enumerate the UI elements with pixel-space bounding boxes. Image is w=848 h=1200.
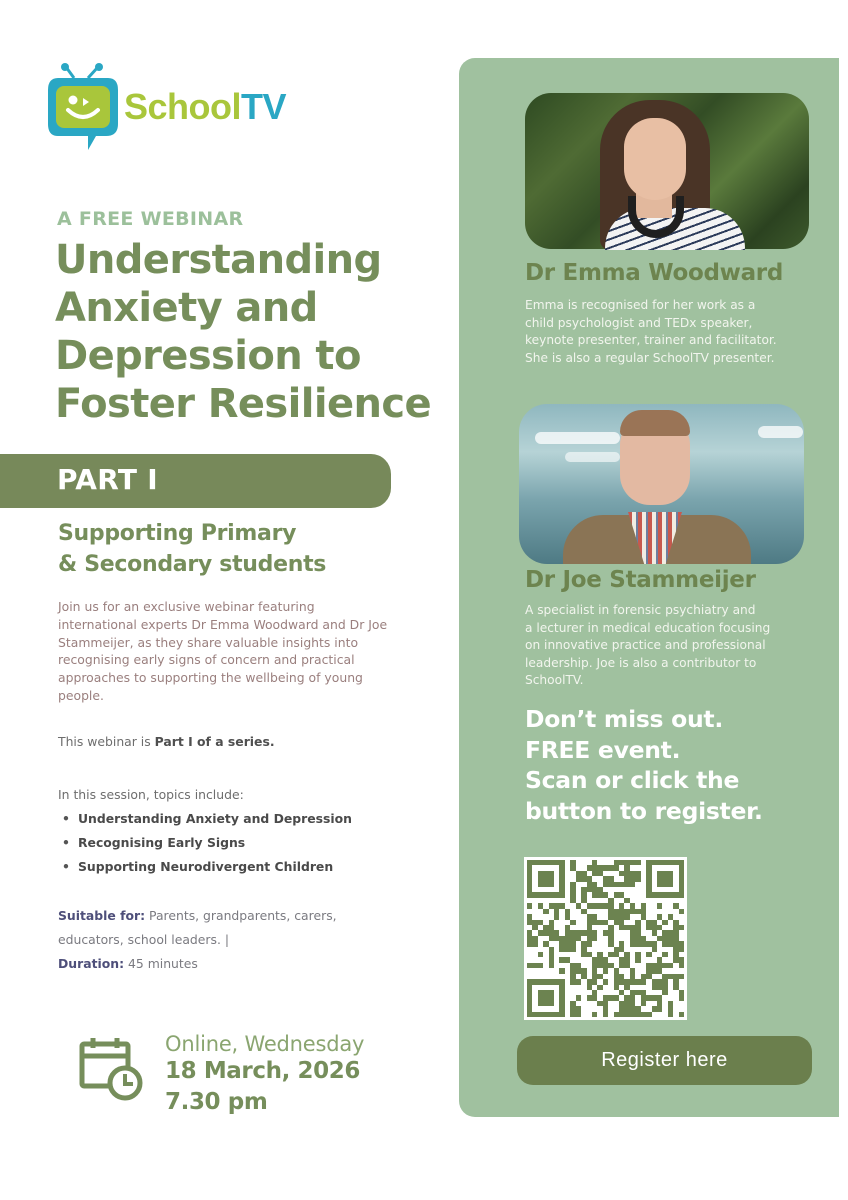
speaker-bio: Emma is recognised for her work as a child psychologist and TEDx speaker, keynote presenter, trainer and facilitator. She is also a regular SchoolTV presenter. [525,298,777,365]
list-item: • Supporting Neurodivergent Children [62,859,334,874]
photo-detail [535,432,620,444]
schooltv-logo [46,62,296,154]
logo-wordmark: SchoolTV [124,86,287,127]
event-location-day: Online, Wednesday [165,1032,365,1056]
topics-list [62,810,352,882]
part-banner [0,454,391,508]
list-item: • Recognising Early Signs [62,835,246,850]
call-to-action: Don’t miss out. FREE event. Scan or click the button to register. [525,705,763,825]
list-item: • Understanding Anxiety and Depression [62,811,353,826]
intro-paragraph: Join us for an exclusive webinar featuring international experts Dr Emma Woodward and Dr Joe Stammeijer, as they share valuable insights into recognising early signs of concern and practical approaches to supporting the wellbeing of young people. [58,599,388,703]
photo-detail [624,118,686,200]
event-details [78,1030,408,1120]
subtitle: Supporting Primary & Secondary students [58,521,327,577]
qr-code-icon [527,860,684,1017]
eyebrow-label: A FREE WEBINAR [57,208,244,230]
photo-detail [758,426,803,438]
audience-duration: Suitable for: Parents, grandparents, carers, educators, school leaders. | Duration: 45 minutes [58,908,337,971]
series-note: This webinar is Part I of a series. [58,734,275,749]
photo-detail [565,452,620,462]
part-label: PART I [57,463,158,496]
registration-qr-code[interactable] [524,857,687,1020]
event-time: 7.30 pm [165,1089,268,1115]
page-title: Understanding Anxiety and Depression to Foster Resilience [55,237,432,427]
tv-smiley-icon [46,62,122,154]
speaker-name: Dr Emma Woodward [525,260,784,286]
calendar-clock-icon [78,1036,144,1102]
register-button[interactable]: Register here [517,1036,812,1085]
event-date: 18 March, 2026 [165,1058,360,1084]
speaker-bio: A specialist in forensic psychiatry and a lecturer in medical education focusing on innovative practice and professional leadership. Joe is also a contributor to SchoolTV. [525,603,771,687]
photo-detail [620,410,690,436]
speaker-name: Dr Joe Stammeijer [525,567,756,593]
topics-label: In this session, topics include: [58,787,244,802]
